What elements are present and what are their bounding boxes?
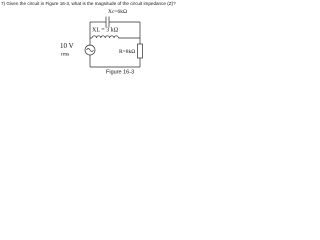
inductor-label: XL = 3 kΩ <box>92 27 119 34</box>
circuit-figure <box>0 0 200 75</box>
figure-caption: Figure 16-3 <box>106 69 135 75</box>
ac-source-symbol <box>85 45 95 55</box>
source-unit-label: rms <box>61 51 70 58</box>
resistor-label: R=8kΩ <box>119 49 136 55</box>
question-underlined-word: magnitude <box>94 1 117 6</box>
capacitor-symbol <box>90 17 140 28</box>
question-text-after: of the circuit impedance (Z)? <box>116 1 176 6</box>
capacitor-label: Xc=6kΩ <box>108 9 128 15</box>
question-number: 7) <box>1 1 6 6</box>
question-text-before: Given the circuit in Figure 16-3, what is the <box>6 1 95 6</box>
source-voltage-label: 10 V <box>60 42 74 50</box>
resistor-symbol <box>138 44 143 58</box>
inductor-symbol <box>90 36 140 38</box>
